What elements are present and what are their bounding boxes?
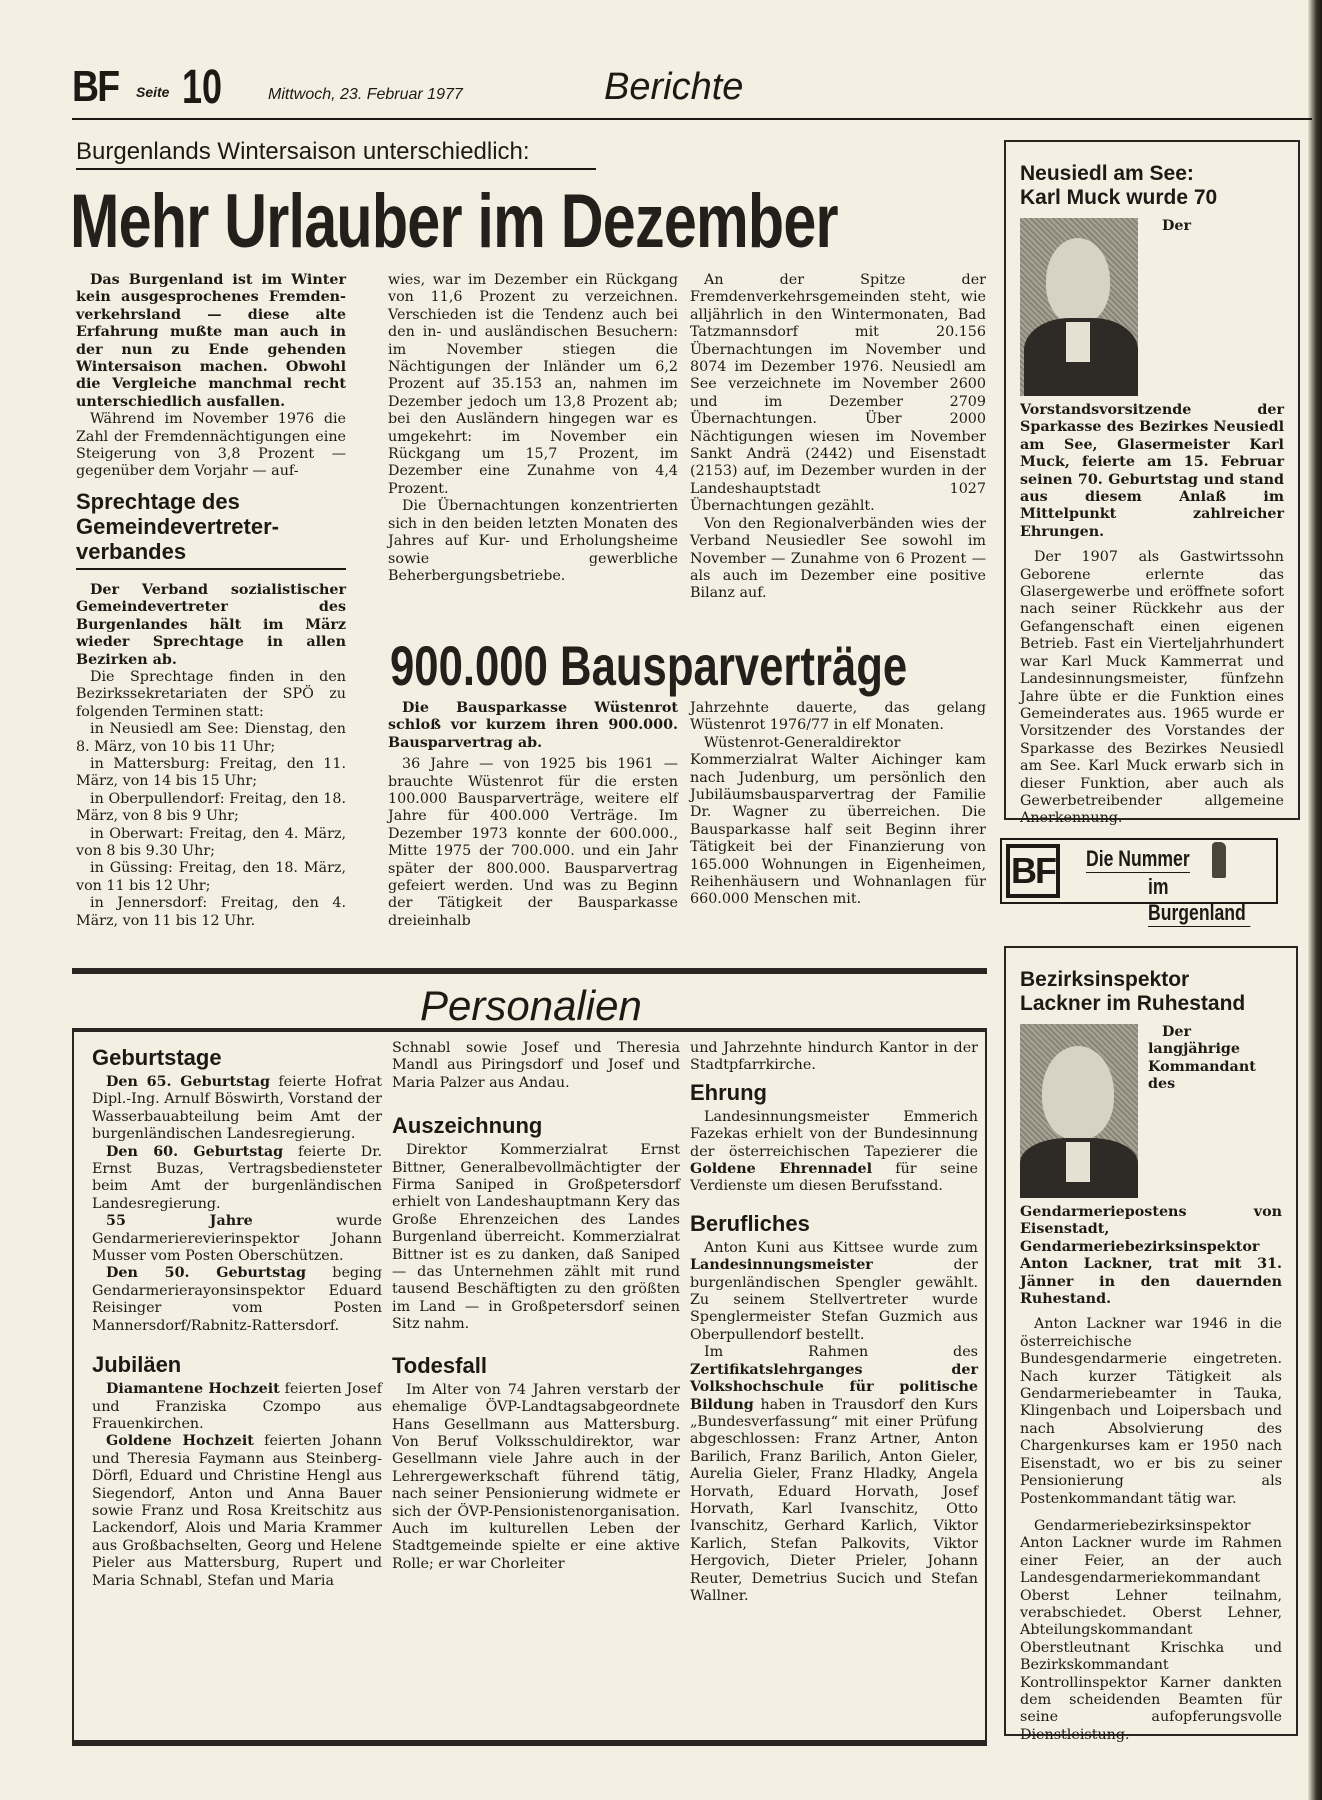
muck-box-title-1: Neusiedl am See:	[1020, 162, 1194, 185]
ehrung-text: Landesinnungsmeister Emmerich Fazekas erhielt von der Bundesinnung der österreichischen Tapezierer die Goldene Ehrennadel für seine Verdienste um diesen Berufsstand.	[690, 1108, 978, 1195]
section-title: Berichte	[604, 66, 744, 108]
lead-kicker: Burgenlands Wintersaison unterschiedlich:	[76, 138, 596, 170]
lackner-paragraph: Anton Lackner war 1946 in die österreichische Bundesgendarmerie eingetreten. Nach kurzer Tätigkeit als Gendarmeriebeamter in Tauka, Klingenbach und Loipersbach und nach Absolvierung des Chargenkurses kam er 1950 nach Eisenstadt, wo er bis zu seiner Pensionierung als Postenkommandant tätig war.	[1020, 1316, 1282, 1507]
lackner-sidebar-box	[1004, 946, 1298, 1743]
lackner-paragraph: Gendarmeriebezirksinspektor Anton Lackner wurde im Rahmen einer Feier, an der auch Landesgendarmeriekommandant Oberst Lehner teilnahm, verabschiedet. Oberst Lehner, Abteilungskommandant Oberstleutnant Krischka und Bezirkskommandant Kontrollinspektor Karner dankten dem scheidenden Beamten für seine aufopferungsvolle Dienstleistung.	[1020, 1517, 1282, 1743]
jubilaeen-heading: Jubiläen	[92, 1352, 182, 1378]
todesfall-text: Im Alter von 74 Jahren verstarb der ehemalige ÖVP-Landtagsabgeordnete Hans Gesellmann aus Mattersburg. Von Beruf Volksschuldirektor, war Gesellmann viele Jahre auch in der Lehrergewerkschaft führend tätig, nach seiner Pensionierung widmete er sich der ÖVP-Pensionistenorganisation. Auch im kulturellen Leben der Stadtgemeinde spielte er eine aktive Rolle; er war Chorleiter	[392, 1381, 680, 1572]
lackner-box-title-1: Bezirksinspektor	[1020, 968, 1190, 991]
muck-box-title-2: Karl Muck wurde 70	[1020, 186, 1218, 209]
section-bar	[72, 1740, 987, 1746]
jubilaeum-item: Diamantene Hochzeit feierten Josef und Franziska Czompo aus Frauenkirchen.	[92, 1381, 382, 1432]
personalien-column-2	[392, 1040, 680, 1573]
sprechtage-headline: Sprechtage des Gemeindevertreter-verbandes	[76, 488, 279, 564]
bf-logo: BF	[1006, 844, 1060, 898]
bauspar-column-2	[690, 700, 986, 909]
ad-line-1: Die Nummer	[1086, 846, 1190, 871]
todesfall-continued: und Jahrzehnte hindurch Kantor in der Stadtpfarrkirche.	[690, 1040, 978, 1074]
jubilaeen-continued: Schnabl sowie Josef und Theresia Mandl aus Piringsdorf und Josef und Maria Palzer aus Andau.	[392, 1040, 680, 1091]
lead-column-1	[76, 272, 346, 930]
sprechtage-date: in Mattersburg: Freitag, den 11. März, von 14 bis 15 Uhr;	[76, 755, 346, 790]
lead-column-2	[388, 272, 678, 585]
bf-advertisement	[1000, 838, 1278, 925]
geburtstag-item: Den 60. Geburtstag feierte Dr. Ernst Buzas, Vertragsbediensteter beim Amt der burgenländischen Landesregierung.	[92, 1143, 382, 1212]
muck-paragraph: Der 1907 als Gastwirtssohn Geborene erlernte das Glasergewerbe und eröffnete sofort nach seiner Rückkehr aus der Gefangenschaft einen eigenen Betrieb. Fast ein Vierteljahrhundert war Karl Muck Kammerrat und Landesinnungsmeister, fünfzehn Jahre übte er die Funktion eines Gemeinderates aus. 1965 wurde er Vorsitzender des Vorstandes der Sparkasse des Bezirkes Neusiedl am See. Karl Muck erwarb sich in dieser Funktion, aber auch als Gewerbetreibender allgemeine Anerkennung.	[1020, 549, 1284, 827]
jubilaeum-item: Goldene Hochzeit feierten Johann und Theresia Faymann aus Steinberg-Dörfl, Eduard und Christine Hengl aus Siegendorf, Anton und Anna Bauer sowie Franz und Rosa Kreitschitz aus Lackendorf, Alois und Maria Krammer aus Großbachselten, Georg und Helene Pieler aus Mattersburg, Rupert und Maria Schnabl, Stefan und Maria	[92, 1433, 382, 1589]
auszeichnung-heading: Auszeichnung	[392, 1113, 543, 1139]
geburtstag-item: Den 65. Geburtstag feierte Hofrat Dipl.-Ing. Arnulf Böswirth, Vorstand der Wasserbauabteilung beim Amt der burgenländischen Landesregierung.	[92, 1074, 383, 1143]
lackner-box-title-2: Lackner im Ruhestand	[1020, 992, 1246, 1015]
lead-paragraph: wies, war im Dezember ein Rückgang von 11,6 Prozent zu verzeichnen. Verschieden ist die Tendenz auch bei den in- und ausländischen Besuchern: im November stiegen die Nächtigungen der Inländer um 6,2 Prozent auf 35.153 an, nahmen im Dezember jedoch um 13,8 Prozent ab; bei den Ausländern hingegen war es umgekehrt: im November ein Rückgang um 15,7 Prozent, im Dezember eine Zunahme von 4,4 Prozent.	[388, 272, 678, 497]
bauspar-headline: 900.000 Bausparverträge	[390, 634, 908, 697]
berufliches-heading: Berufliches	[690, 1210, 810, 1236]
geburtstag-item: Den 50. Geburtstag beging Gendarmerierayonsinspektor Eduard Reisinger vom Posten Mannersdorf/Rabnitz-Rattersdorf.	[92, 1265, 382, 1334]
personalien-column-1	[92, 1040, 382, 1590]
page-edge	[1308, 0, 1322, 1800]
lackner-intro: Der langjährige Kommandant des Gendarmeriepostens von Eisenstadt, Gendarmeriebezirksinspektor Anton Lackner, trat mit 31. Jänner in den dauernden Ruhestand.	[1020, 1024, 1282, 1308]
sprechtage-intro: Der Verband sozialistischer Gemeindevertreter des Burgenlandes hält im März wieder Sprechtage in allen Bezirken ab.	[76, 581, 346, 668]
page-number: 10	[182, 61, 223, 114]
muck-sidebar-box	[1004, 140, 1300, 827]
lead-paragraph: Die Übernachtungen konzentrierten sich in den beiden letzten Monaten des Jahres auf Kur- und Erholungsheime sowie gewerbliche Beherbergungsbetriebe.	[388, 498, 678, 584]
sprechtage-date: in Güssing: Freitag, den 18. März, von 11 bis 12 Uhr;	[76, 860, 346, 894]
bauspar-column-1	[388, 700, 678, 930]
muck-intro: Der Vorstandsvorsitzende der Sparkasse des Bezirkes Neusiedl am See, Glasermeister Karl Muck, feierte am 15. Februar seinen 70. Geburtstag und stand aus diesem Anlaß im Mittelpunkt zahlreicher Ehrungen.	[1020, 218, 1284, 540]
ad-line-2: im Burgenland	[1148, 874, 1250, 927]
sprechtage-date: in Neusiedl am See: Dienstag, den 8. März, von 10 bis 11 Uhr;	[76, 721, 346, 755]
portrait-photo-lackner	[1020, 1024, 1138, 1198]
berufliches-text: Anton Kuni aus Kittsee wurde zum Landesinnungsmeister der burgenländischen Spengler gewählt. Zu seinem Stellvertreter wurde Spenglermeister Stefan Guzmich aus Oberpullendorf bestellt.	[690, 1239, 978, 1343]
lead-paragraph: An der Spitze der Fremdenverkehrsgemeinden steht, wie alljährlich in den Wintermonaten, Bad Tatzmannsdorf mit 20.156 Übernachtungen im November und 8074 im Dezember 1976. Neusiedl am See verzeichnete im November 2600 und im Dezember 2709 Übernachtungen. Über 2000 Nächtigungen wiesen im November Sankt Andrä (2442) und Eisenstadt (2153) auf, im Dezember wurden in der Landeshauptstadt 1027 Übernachtungen gezählt.	[690, 272, 986, 515]
newspaper-logo: BF	[72, 62, 119, 111]
bauspar-paragraph: Wüstenrot-Generaldirektor Kommerzialrat Walter Aichinger kam nach Judenburg, um persönlich den Jubiläumsbausparvertrag der Familie Dr. Wagner zu überreichen. Die Bausparkasse half seit Beginn ihrer Tätigkeit bei der Finanzierung von 165.000 Wohnungen in Eigenheimen, Reihenhäusern und Wohnanlagen für 660.000 Menschen mit.	[690, 734, 986, 908]
number-one-icon	[1212, 842, 1226, 878]
auszeichnung-text: Direktor Kommerzialrat Ernst Bittner, Generalbevollmächtigter der Firma Saniped in Großpetersdorf erhielt von Landeshauptmann Kery das Große Ehrenzeichen des Landes Burgenland überreicht. Kommerzialrat Bittner ist es zu danken, daß Saniped — das Unternehmen zählt mit rund tausend Beschäftigten zu den größten im Land — in Großpetersdorf seinen Sitz nahm.	[392, 1142, 680, 1333]
berufliches-text: Im Rahmen des Zertifikatslehrganges der Volkshochschule für politische Bildung haben in Trausdorf den Kurs „Bundesverfassung“ mit einer Prüfung abgeschlossen: Franz Artner, Anton Barilich, Franz Barilich, Anton Gieler, Aurelia Gieler, Franz Hladky, Angela Horvath, Eduard Horvath, Josef Horvath, Karl Ivanschitz, Otto Ivanschitz, Gerhard Karlich, Viktor Karlich, Stefan Palkovits, Viktor Hergovich, Dieter Prieler, Johann Reuter, Demetrius Sucich und Stefan Wallner.	[690, 1344, 978, 1604]
ehrung-heading: Ehrung	[690, 1079, 767, 1105]
geburtstage-heading: Geburtstage	[92, 1045, 222, 1070]
divider	[76, 568, 346, 570]
section-bar	[72, 968, 987, 974]
masthead	[72, 62, 1312, 120]
lead-headline: Mehr Urlauber im Dezember	[70, 179, 838, 264]
sprechtage-date: in Oberwart: Freitag, den 4. März, von 8 bis 9.30 Uhr;	[76, 825, 346, 859]
geburtstag-item: 55 Jahre wurde Gendarmerierevierinspektor Johann Musser vom Posten Oberschützen.	[92, 1213, 382, 1265]
personalien-title: Personalien	[420, 982, 642, 1029]
issue-date: Mittwoch, 23. Februar 1977	[268, 86, 463, 103]
seite-label: Seite	[136, 84, 170, 100]
lead-paragraph: Während im November 1976 die Zahl der Fremdennächtigungen eine Steigerung von 3,8 Prozent — gegenüber dem Vorjahr — auf-	[76, 411, 346, 480]
portrait-photo-muck	[1020, 218, 1138, 396]
bauspar-paragraph: 36 Jahre — von 1925 bis 1961 — brauchte Wüstenrot für die ersten 100.000 Bausparverträge, weitere elf Jahre für 400.000 Verträge. Im Dezember 1973 konnte der 600.000., Mitte 1975 der 700.000. und ein Jahr später der 800.000. Bausparvertrag gefeiert werden. Und was zu Beginn der Tätigkeit der Bausparkasse dreieinhalb	[388, 756, 678, 929]
personalien-column-3	[690, 1040, 978, 1605]
lead-intro: Das Burgenland ist im Winter kein ausgesprochenes Fremden-verkehrsland — diese alte Erfahrung mußte man auch in der nun zu Ende gehenden Wintersaison machen. Obwohl die Vergleiche manchmal recht unterschiedlich ausfallen.	[76, 272, 346, 410]
todesfall-heading: Todesfall	[392, 1352, 487, 1378]
lead-paragraph: Von den Regionalverbänden wies der Verband Neusiedler See sowohl im November — Zunahme von 6 Prozent — als auch im Dezember eine positive Bilanz auf.	[690, 515, 986, 602]
sprechtage-date: in Jennersdorf: Freitag, den 4. März, von 11 bis 12 Uhr.	[76, 895, 346, 929]
bauspar-paragraph: Jahrzehnte dauerte, das gelang Wüstenrot 1976/77 in elf Monaten.	[690, 700, 986, 734]
sprechtage-paragraph: Die Sprechtage finden in den Bezirkssekretariaten der SPÖ zu folgenden Terminen statt:	[76, 668, 346, 720]
bauspar-intro: Die Bausparkasse Wüstenrot schloß vor kurzem ihren 900.000. Bausparvertrag ab.	[388, 700, 678, 751]
sprechtage-date: in Oberpullendorf: Freitag, den 18. März, von 8 bis 9 Uhr;	[76, 790, 346, 825]
lead-column-3	[690, 272, 986, 603]
